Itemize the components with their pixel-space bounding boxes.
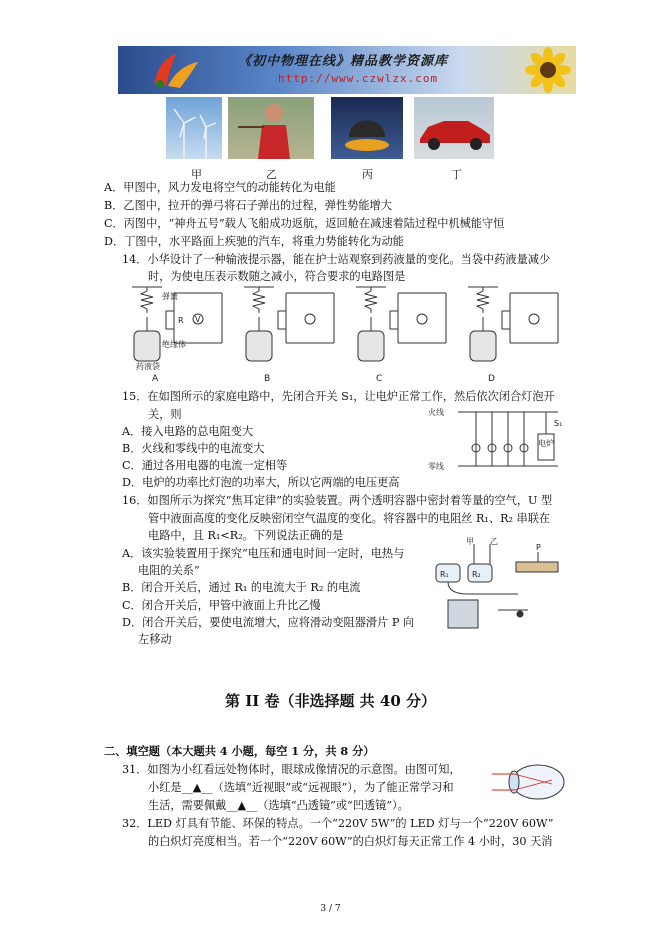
q16-jia-label: 甲: [466, 537, 474, 546]
q16-r1-label: R₁: [440, 570, 449, 579]
q13-option-b: B．乙图中，拉开的弹弓将石子弹出的过程，弹性势能增大: [104, 199, 392, 212]
photo-label-bing: 丙: [362, 168, 373, 181]
q15-option-d: D．电炉的功率比灯泡的功率大，所以它两端的电压更高: [122, 476, 400, 489]
q16-stem-line2: 管中液面高度的变化反映密闭空气温度的变化。将容器中的电阻丝 R₁、R₂ 串联在: [148, 512, 551, 525]
capsule-photo: [331, 97, 403, 159]
q14-stem-line1: 14．小华设计了一种输液提示器，能在护士站观察到药液量的变化。当袋中药液量减少: [122, 253, 551, 266]
q16-slider-label: P: [536, 543, 541, 552]
q13-option-a: A．甲图中，风力发电将空气的动能转化为电能: [104, 181, 336, 194]
q14-insulator-label: 绝缘体: [162, 340, 186, 349]
q16-option-d-line1: D．闭合开关后，要使电流增大，应将滑动变阻器滑片 P 向: [122, 616, 415, 629]
q16-stem-line1: 16．如图所示为探究“焦耳定律”的实验装置。两个透明容器中密封着等量的空气，U 型: [122, 494, 553, 507]
q15-option-c: C．通过各用电器的电流一定相等: [122, 459, 288, 472]
circuit-label-d: D: [488, 374, 495, 383]
banner-title: 《初中物理在线》精品教学资源库: [238, 54, 449, 69]
q15-stem-line2: 关，则: [148, 408, 182, 421]
circuit-label-a: A: [152, 374, 159, 383]
q31-line1: 31．如图为小红看远处物体时，眼球成像情况的示意图。由图可知，: [122, 763, 461, 776]
q14-circuit-figure: [122, 283, 562, 387]
q31-line3: 生活，需要佩戴__▲__（选填“凸透镜”或“凹透镜”）。: [148, 799, 409, 812]
q15-household-circuit-figure: [428, 404, 568, 478]
q31-eye-diagram: [492, 762, 568, 806]
circuit-label-c: C: [376, 374, 383, 383]
q16-option-a-line2: 电阻的关系”: [138, 564, 200, 577]
photo-label-jia: 甲: [191, 168, 202, 181]
q32-line1: 32．LED 灯具有节能、环保的特点。一个“220V 5W”的 LED 灯与一个“220V 60W”: [122, 817, 554, 830]
q16-option-c: C．闭合开关后，甲管中液面上升比乙慢: [122, 599, 321, 612]
q15-option-b: B．火线和零线中的电流变大: [122, 442, 265, 455]
page-number: 3 / 7: [320, 904, 341, 914]
q16-option-a-line1: A．该实验装置用于探究“电压和通电时间一定时，电热与: [122, 547, 405, 560]
q14-bag-label: 药液袋: [136, 362, 160, 371]
banner-url: http://www.czwlzx.com: [278, 72, 439, 85]
q32-line2: 的白炽灯亮度相当。若一个“220V 60W”的白炽灯每天正常工作 4 小时，30 天消: [148, 835, 553, 848]
q14-voltmeter-label: V: [195, 315, 201, 324]
q31-line2: 小红是__▲__（选填“近视眼”或“远视眼”），为了能正常学习和: [148, 781, 454, 794]
q13-option-c: C．丙图中，“神舟五号”载人飞船成功返航，返回舱在减速着陆过程中机械能守恒: [104, 217, 505, 230]
q14-resistor-label: R: [178, 316, 184, 325]
q13-option-d: D．丁图中，水平路面上疾驰的汽车，将重力势能转化为动能: [104, 235, 404, 248]
q15-switch-label: S₁: [554, 419, 563, 428]
part-title: 第 II 卷（非选择题 共 40 分）: [224, 692, 437, 710]
section-title: 二、填空题（本大题共 4 小题，每空 1 分，共 8 分）: [104, 744, 375, 758]
q14-spring-label: 弹簧: [162, 292, 178, 301]
wind-turbine-photo: [166, 97, 222, 159]
slingshot-photo: [228, 97, 314, 159]
q14-stem-line2: 时，为使电压表示数随之减小，符合要求的电路图是: [148, 270, 406, 283]
q15-stove-label: 电炉: [538, 439, 554, 448]
q15-stem-line1: 15．在如图所示的家庭电路中，先闭合开关 S₁，让电炉正常工作，然后依次闭合灯泡开: [122, 390, 555, 403]
q15-live-wire-label: 火线: [428, 408, 444, 417]
q16-yi-label: 乙: [490, 537, 498, 546]
q16-option-b: B．闭合开关后，通过 R₁ 的电流大于 R₂ 的电流: [122, 581, 361, 594]
logo-icon: [146, 50, 206, 90]
sunflower-icon: [518, 46, 576, 94]
photo-label-yi: 乙: [266, 168, 277, 181]
q15-option-a: A．接入电路的总电阻变大: [122, 425, 254, 438]
circuit-label-b: B: [264, 374, 271, 383]
photo-label-ding: 丁: [451, 168, 462, 181]
car-photo: [414, 97, 494, 159]
q16-stem-line3: 电路中，且 R₁<R₂。下列说法正确的是: [148, 529, 344, 542]
q16-option-d-line2: 左移动: [138, 633, 172, 646]
q16-r2-label: R₂: [472, 570, 481, 579]
header-banner: [118, 46, 576, 94]
q15-neutral-wire-label: 零线: [428, 462, 444, 471]
q16-joule-apparatus-figure: [428, 534, 568, 638]
